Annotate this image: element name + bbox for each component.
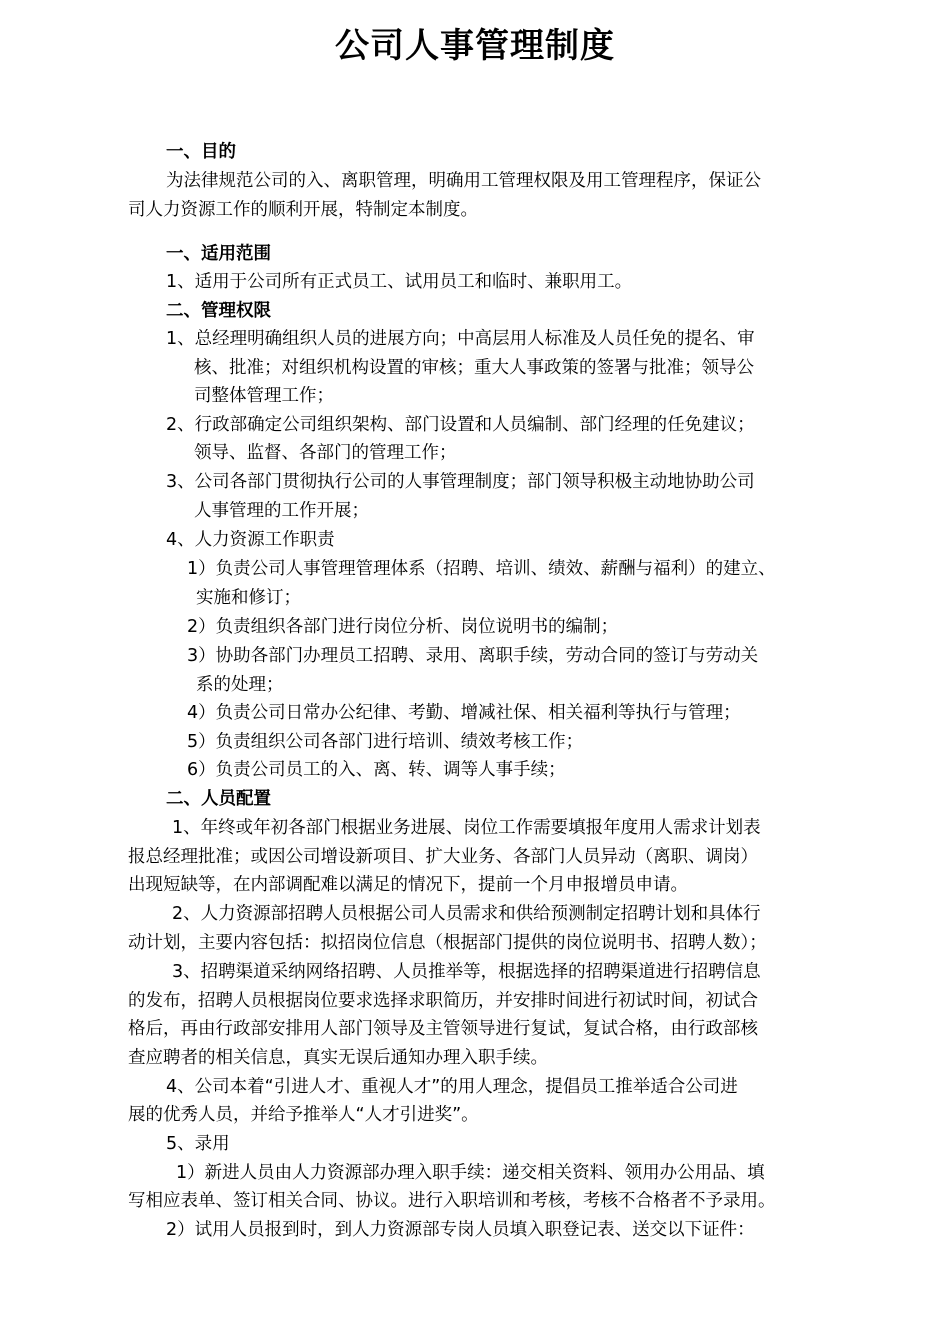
paragraph-line: 的发布，招聘人员根据岗位要求选择求职简历，并安排时间进行初试时间，初试合 [128, 991, 758, 1011]
paragraph-line: 查应聘者的相关信息，真实无误后通知办理入职手续。 [128, 1048, 548, 1068]
list-item-continuation: 人事管理的工作开展； [194, 501, 369, 521]
sub-list-item: 5）负责组织公司各部门进行培训、绩效考核工作； [187, 732, 584, 752]
sub-list-item: 1）新进人员由人力资源部办理入职手续：递交相关资料、领用办公用品、填 [176, 1163, 765, 1183]
sub-list-item-continuation: 实施和修订； [196, 588, 301, 608]
list-item-continuation: 核、批准；对组织机构设置的审核；重大人事政策的签署与批准；领导公 [194, 358, 754, 378]
sub-list-item: 2）负责组织各部门进行岗位分析、岗位说明书的编制； [187, 617, 619, 637]
paragraph-line: 格后，再由行政部安排用人部门领导及主管领导进行复试，复试合格，由行政部核 [128, 1019, 758, 1039]
paragraph-line: 展的优秀人员，并给予推举人“人才引进奖”。 [128, 1105, 479, 1125]
heading-staffing: 二、人员配置 [166, 789, 271, 809]
paragraph-line: 写相应表单、签订相关合同、协议。进行入职培训和考核，考核不合格者不予录用。 [128, 1191, 776, 1211]
sub-list-item: 4）负责公司日常办公纪律、考勤、增减社保、相关福利等执行与管理； [187, 703, 741, 723]
paragraph-line: 1、年终或年初各部门根据业务进展、岗位工作需要填报年度用人需求计划表 [172, 818, 761, 838]
page-title: 公司人事管理制度 [335, 26, 615, 66]
list-item: 5、录用 [166, 1134, 230, 1154]
paragraph-line: 3、招聘渠道采纳网络招聘、人员推举等，根据选择的招聘渠道进行招聘信息 [172, 962, 761, 982]
list-item: 1、总经理明确组织人员的进展方向；中高层用人标准及人员任免的提名、审 [166, 329, 755, 349]
list-item-continuation: 领导、监督、各部门的管理工作； [194, 443, 457, 463]
sub-list-item: 3）协助各部门办理员工招聘、录用、离职手续，劳动合同的签订与劳动关 [187, 646, 759, 666]
sub-list-item-continuation: 系的处理； [196, 675, 284, 695]
paragraph-line: 动计划，主要内容包括：拟招岗位信息（根据部门提供的岗位说明书、招聘人数）； [128, 933, 767, 953]
heading-management-authority: 二、管理权限 [166, 301, 271, 321]
paragraph-line: 2、人力资源部招聘人员根据公司人员需求和供给预测制定招聘计划和具体行 [172, 904, 761, 924]
paragraph-line: 报总经理批准；或因公司增设新项目、扩大业务、各部门人员异动（离职、调岗） [128, 847, 758, 867]
heading-scope: 一、适用范围 [166, 244, 271, 264]
paragraph-line: 出现短缺等，在内部调配难以满足的情况下，提前一个月申报增员申请。 [128, 875, 688, 895]
paragraph-line: 为法律规范公司的入、离职管理，明确用工管理权限及用工管理程序，保证公 [166, 171, 761, 191]
heading-purpose: 一、目的 [166, 142, 236, 162]
sub-list-item: 6）负责公司员工的入、离、转、调等人事手续； [187, 760, 566, 780]
list-item: 4、人力资源工作职责 [166, 530, 335, 550]
paragraph-line: 司人力资源工作的顺利开展，特制定本制度。 [128, 200, 478, 220]
list-item: 3、公司各部门贯彻执行公司的人事管理制度；部门领导积极主动地协助公司 [166, 472, 755, 492]
list-item: 2、行政部确定公司组织架构、部门设置和人员编制、部门经理的任免建议； [166, 415, 755, 435]
sub-list-item: 2）试用人员报到时，到人力资源部专岗人员填入职登记表、送交以下证件： [166, 1220, 755, 1240]
sub-list-item: 1）负责公司人事管理管理体系（招聘、培训、绩效、薪酬与福利）的建立、 [187, 559, 776, 579]
paragraph-line: 4、公司本着“引进人才、重视人才”的用人理念，提倡员工推举适合公司进 [166, 1077, 738, 1097]
list-item-continuation: 司整体管理工作； [194, 386, 334, 406]
list-item: 1、适用于公司所有正式员工、试用员工和临时、兼职用工。 [166, 272, 633, 292]
